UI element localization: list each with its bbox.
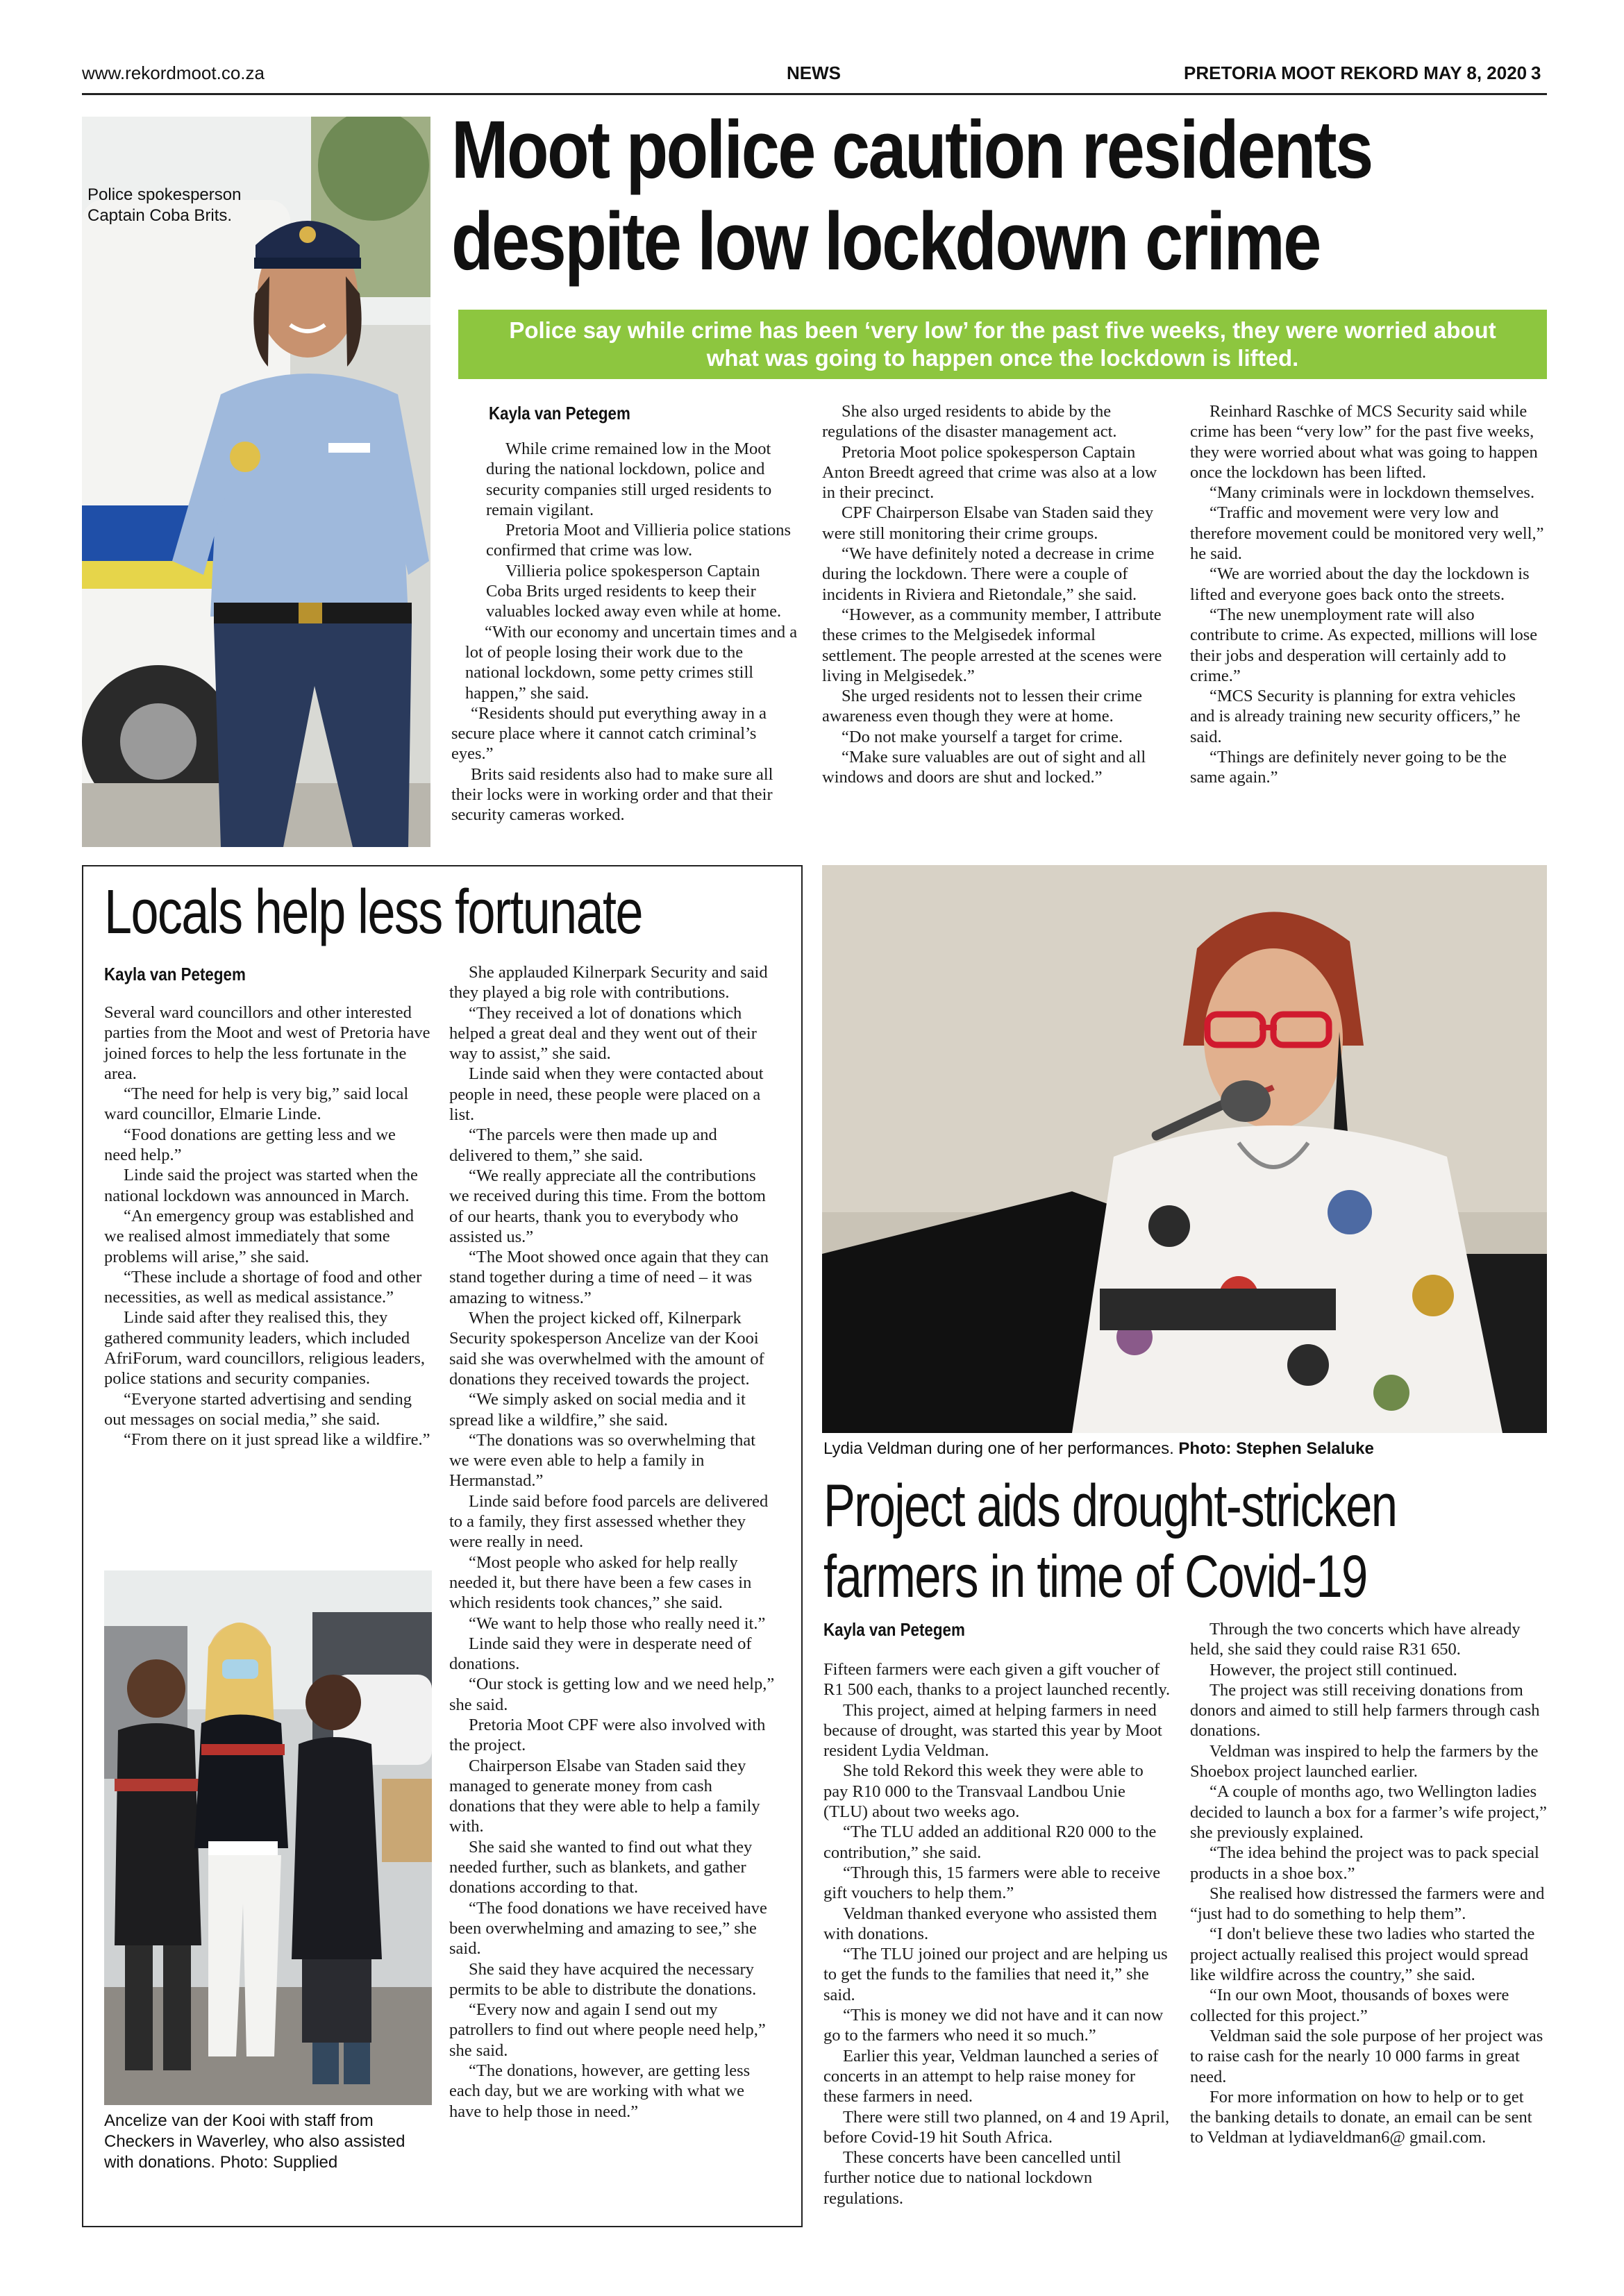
police-headline-line2: despite low lockdown crime: [451, 196, 1320, 287]
paragraph: “In our own Moot, thousands of boxes were collected for this project.”: [1190, 1986, 1509, 2025]
police-standfirst-line1: Police say while crime has been ‘very low’ for the past five weeks, they were worried about: [509, 317, 1496, 343]
paragraph: “The donations, however, are getting less each day, but we are working with what we have to help those in need.”: [449, 2061, 751, 2121]
lydia-caption-text: Lydia Veldman during one of her performances.: [823, 1439, 1174, 1458]
paragraph: “These include a shortage of food and other necessities, as well as medical assistance.”: [104, 1267, 422, 1307]
police-photo-caption-line1: Police spokesperson: [87, 185, 242, 204]
paragraph: “Our stock is getting low and we need help,” she said.: [449, 1675, 775, 1714]
paragraph: She applauded Kilnerpark Security and said they played a big role with contributions.: [449, 963, 768, 1003]
paragraph: “We simply asked on social media and it spread like a wildfire,” she said.: [449, 1390, 746, 1430]
paragraph: Linde said they were in desperate need of donations.: [449, 1634, 752, 1674]
paragraph: CPF Chairperson Elsabe van Staden said they were still monitoring their crime groups.: [822, 503, 1154, 543]
paragraph: When the project kicked off, Kilnerpark Security spokesperson Ancelize van der Kooi said she was overwhelmed with the amount of donations they received towards the project.: [449, 1309, 764, 1389]
paragraph: She realised how distressed the farmers were and “just had to do something to help them”.: [1190, 1884, 1545, 1924]
paragraph: She told Rekord this week they were able to pay R10 000 to the Transvaal Landbou Unie (TLU) about two weeks ago.: [823, 1761, 1144, 1822]
donations-caption-line1: Ancelize van der Kooi with staff from: [104, 2111, 374, 2130]
police-photo-caption-line2: Captain Coba Brits.: [87, 206, 233, 225]
paragraph: Veldman thanked everyone who assisted them with donations.: [823, 1904, 1157, 1943]
paragraph: “The new unemployment rate will also contribute to crime. As expected, millions will lose their jobs and desperation will certainly add to crime.”: [1190, 605, 1538, 685]
police-byline: Kayla van Petegem: [489, 403, 630, 424]
paragraph: Reinhard Raschke of MCS Security said while crime has been “very low” for the past five weeks, they were worried about what was going to happen once the lockdown has been lifted.: [1190, 402, 1538, 482]
paragraph: “However, as a community member, I attribute these crimes to the Melgisedek informal settlement. The people arrested at the scenes were living in Melgisedek.”: [822, 605, 1162, 685]
paragraph: For more information on how to help or to get the banking details to donate, an email can be sent to Veldman at lydiaveldman6@ gmail.com.: [1190, 2087, 1532, 2147]
paragraph: “Do not make yourself a target for crime.: [842, 727, 1123, 746]
paragraph: “We are worried about the day the lockdown is lifted and everyone goes back onto the streets.: [1190, 564, 1530, 604]
paragraph: “Residents should put everything away in a secure place where it cannot catch criminal’s eyes.”: [451, 703, 767, 764]
paragraph: Pretoria Moot and Villieria police stations confirmed that crime was low.: [486, 521, 792, 560]
paragraph: “The Moot showed once again that they can stand together during a time of need – it was amazing to witness.”: [449, 1248, 769, 1307]
paragraph: “MCS Security is planning for extra vehicles and is already training new security officers,” he said.: [1190, 687, 1521, 746]
paragraph: “Many criminals were in lockdown themselves.: [1209, 483, 1535, 503]
paragraph: “The food donations we have received have been overwhelming and amazing to see,” she said.: [449, 1898, 767, 1959]
paragraph: Several ward councillors and other interested parties from the Moot and west of Pretoria have joined forces to help the less fortunate in the area.: [104, 1003, 430, 1083]
lydia-photo-caption: [823, 1439, 1374, 1459]
police-column-3: [1190, 401, 1544, 788]
lydia-photo-illustration: [822, 865, 1547, 1433]
paragraph: “We really appreciate all the contributions we received during this time. From the bottom of our hearts, thank you to everybody who assisted us.”: [449, 1166, 766, 1246]
donations-photo: [104, 1570, 432, 2105]
project-byline: Kayla van Petegem: [823, 1619, 965, 1640]
paragraph: Linde said after they realised this, they gathered community leaders, which included AfriForum, ward councillors, religious leaders, police stations and security companies.: [104, 1308, 425, 1389]
paragraph: “Make sure valuables are out of sight and all windows and doors are shut and locked.”: [822, 748, 1146, 787]
paragraph: “This is money we did not have and it can now go to the farmers who need it so much.”: [823, 2006, 1164, 2045]
paragraph: “Through this, 15 farmers were able to receive gift vouchers to help them.”: [823, 1863, 1161, 1903]
police-headline-line1: Moot police caution residents: [451, 104, 1372, 196]
paragraph: “The TLU joined our project and are helping us to get the funds to the families that need it,” she said.: [823, 1945, 1168, 2004]
paragraph: However, the project still continued.: [1209, 1660, 1457, 1679]
police-photo-caption: [87, 185, 241, 226]
lydia-photo-credit: Photo: Stephen Selaluke: [1178, 1439, 1374, 1458]
police-standfirst-line2: what was going to happen once the lockdown is lifted.: [706, 345, 1299, 371]
donations-caption-line3: with donations. Photo: Supplied: [104, 2153, 338, 2172]
paragraph: Brits said residents also had to make sure all their locks were in working order and that their security cameras worked.: [451, 764, 773, 825]
paragraph: “Food donations are getting less and we need help.”: [104, 1125, 396, 1165]
paragraph: Linde said before food parcels are delivered to a family, they first assessed whether they were really in need.: [449, 1491, 769, 1552]
paragraph: “Things are definitely never going to be the same again.”: [1190, 748, 1507, 787]
paragraph: Chairperson Elsabe van Staden said they managed to generate money from cash donations that they were able to help a family with.: [449, 1756, 760, 1836]
paragraph: There were still two planned, on 4 and 19 April, before Covid-19 hit South Africa.: [823, 2107, 1170, 2147]
paragraph: “The parcels were then made up and delivered to them,” she said.: [449, 1125, 717, 1165]
publication-date: PRETORIA MOOT REKORD MAY 8, 2020: [1184, 62, 1527, 83]
paragraph: Earlier this year, Veldman launched a series of concerts in an attempt to help raise money for these farmers in need.: [823, 2046, 1159, 2106]
paragraph: “Everyone started advertising and sending out messages on social media,” she said.: [104, 1389, 412, 1429]
project-headline-line2: farmers in time of Covid-19: [823, 1543, 1367, 1610]
paragraph: Veldman said the sole purpose of her project was to raise cash for the nearly 10 000 farms in great need.: [1190, 2026, 1543, 2086]
paragraph: “The need for help is very big,” said local ward councillor, Elmarie Linde.: [104, 1084, 409, 1124]
paragraph: “Most people who asked for help really needed it, but there have been a few cases in which residents took chances,” she said.: [449, 1552, 752, 1613]
paragraph: Linde said when they were contacted about people in need, these people were placed on a list.: [449, 1064, 764, 1125]
paragraph: “The idea behind the project was to pack special products in a shoe box.”: [1190, 1843, 1539, 1883]
paragraph: “We have definitely noted a decrease in crime during the lockdown. There were a couple of incidents in Riviera and Rietondale,” she said.: [822, 544, 1155, 604]
police-headline: [451, 104, 1372, 287]
paragraph: Through the two concerts which have already held, she said they could raise R31 650.: [1190, 1620, 1521, 1659]
locals-column-2: [449, 962, 777, 2122]
donations-caption-line2: Checkers in Waverley, who also assisted: [104, 2132, 405, 2151]
donations-photo-illustration: [104, 1570, 432, 2105]
paragraph: “The donations was so overwhelming that we were even able to help a family in Hermanstad.”: [449, 1430, 756, 1491]
paragraph: Pretoria Moot CPF were also involved with the project.: [449, 1715, 766, 1755]
paragraph: “A couple of months ago, two Wellington ladies decided to launch a box for a farmer’s wife project,” she previously explained.: [1190, 1782, 1547, 1842]
website-url[interactable]: www.rekordmoot.co.za: [82, 62, 265, 83]
paragraph: Pretoria Moot police spokesperson Captain Anton Breedt agreed that crime was also at a low in their precinct.: [822, 442, 1157, 503]
paragraph: “They received a lot of donations which helped a great deal and they went out of their way to assist,” she said.: [449, 1003, 757, 1064]
project-column-2: [1190, 1619, 1547, 2148]
paragraph: Villieria police spokesperson Captain Coba Brits urged residents to keep their valuables locked away even while at home.: [486, 561, 782, 621]
paragraph: “I don't believe these two ladies who started the project actually realised this project would spread like wildfire across the country,” she said.: [1190, 1925, 1535, 1985]
paragraph: While crime remained low in the Moot during the national lockdown, police and security companies still urged residents to remain vigilant.: [486, 439, 772, 519]
paragraph: Veldman was inspired to help the farmers by the Shoebox project launched earlier.: [1190, 1741, 1539, 1782]
paragraph: She said they have acquired the necessary permits to be able to distribute the donations.: [449, 1959, 757, 1999]
locals-headline: Locals help less fortunate: [104, 878, 642, 947]
paragraph: She also urged residents to abide by the regulations of the disaster management act.: [822, 402, 1117, 442]
paragraph: These concerts have been cancelled until further notice due to national lockdown regulations.: [823, 2148, 1121, 2208]
project-headline-line1: Project aids drought-stricken: [823, 1473, 1397, 1539]
paragraph: “Every now and again I send out my patrollers to find out where people need help,” she said.: [449, 2000, 766, 2060]
paragraph: “The TLU added an additional R20 000 to the contribution,” she said.: [823, 1822, 1157, 1862]
header-rule: [82, 93, 1547, 95]
paragraph: “From there on it just spread like a wildfire.”: [124, 1430, 430, 1450]
paragraph: “Traffic and movement were very low and therefore movement could be monitored very well,” he said.: [1190, 503, 1544, 564]
project-headline: [823, 1470, 1396, 1612]
project-column-1: [823, 1659, 1171, 2209]
lydia-veldman-photo: [822, 865, 1547, 1433]
paragraph: She said she wanted to find out what they needed further, such as blankets, and gather donations according to that.: [449, 1837, 753, 1897]
page-number: 3: [1531, 62, 1541, 83]
paragraph: “With our economy and uncertain times and a lot of people losing their work due to the national lockdown, some petty crimes still happen,” she said.: [465, 622, 798, 703]
paragraph: She urged residents not to lessen their crime awareness even though they were at home.: [822, 687, 1142, 726]
paragraph: “An emergency group was established and we realised almost immediately that some problems will arise,” she said.: [104, 1206, 414, 1266]
police-standfirst: [458, 310, 1547, 379]
donations-photo-caption: [104, 2111, 405, 2173]
paragraph: The project was still receiving donations from donors and aimed to still help farmers through cash donations.: [1190, 1680, 1540, 1741]
paragraph: Fifteen farmers were each given a gift voucher of R1 500 each, thanks to a project launched recently.: [823, 1660, 1171, 1700]
paragraph: This project, aimed at helping farmers in need because of drought, was started this year by Moot resident Lydia Veldman.: [823, 1700, 1162, 1761]
locals-byline: Kayla van Petegem: [104, 964, 246, 984]
paragraph: Linde said the project was started when the national lockdown was announced in March.: [104, 1166, 418, 1205]
police-column-1: [451, 439, 800, 826]
section-label: NEWS: [787, 62, 841, 83]
paragraph: “We want to help those who really need it.”: [469, 1614, 766, 1633]
locals-column-1: [104, 1003, 430, 1450]
police-column-2: [822, 401, 1171, 788]
